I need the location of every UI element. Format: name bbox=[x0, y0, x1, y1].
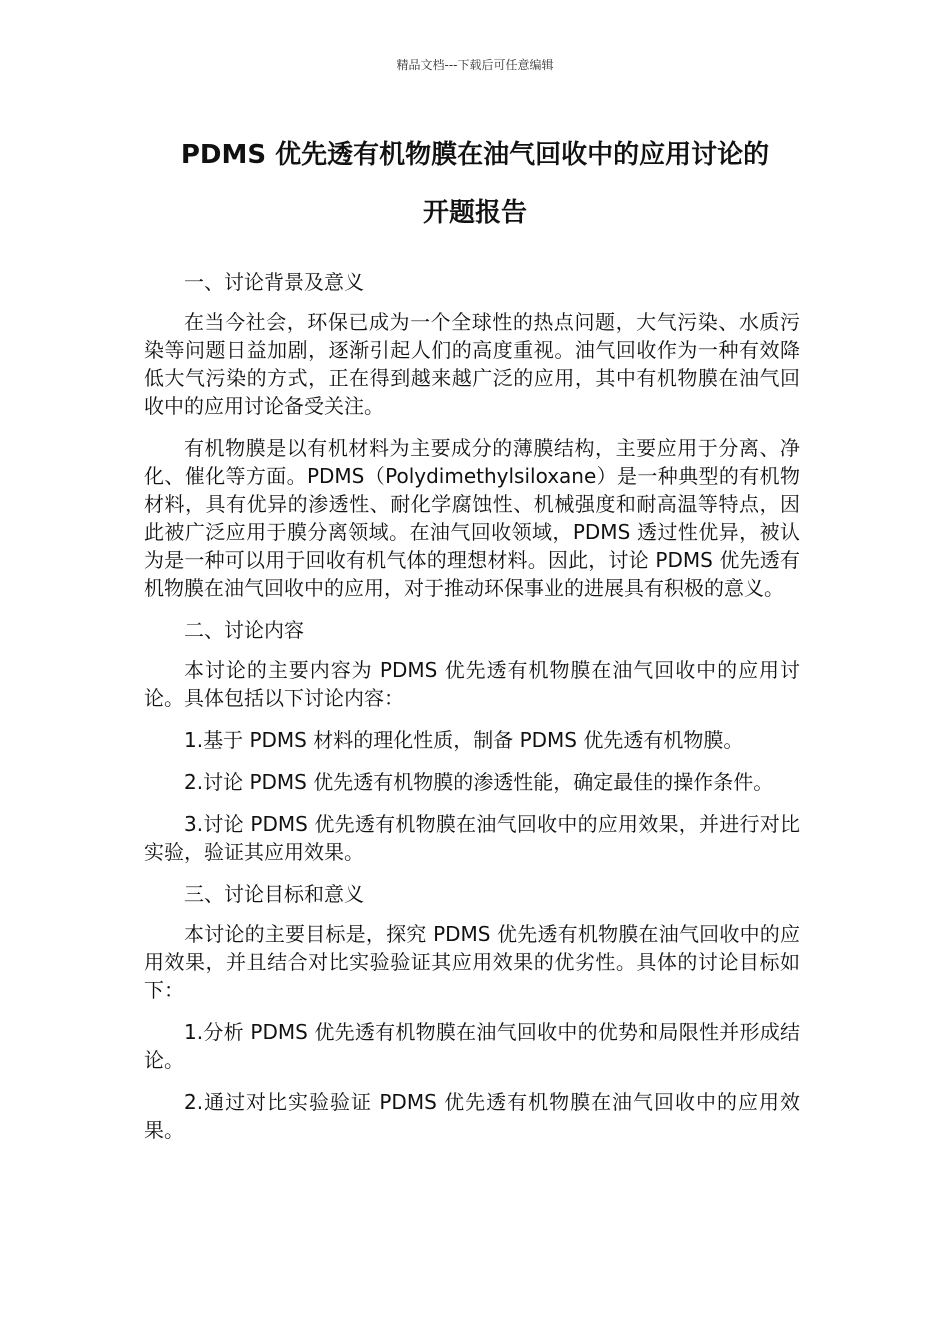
title-line-2: 开题报告 bbox=[422, 198, 527, 228]
section-2-list-item-3: 3.讨论 PDMS 优先透有机物膜在油气回收中的应用效果，并进行对比实验，验证其应用效果。 bbox=[144, 812, 800, 864]
document-body bbox=[144, 268, 800, 1158]
section-1-paragraph-1: 在当今社会，环保已成为一个全球性的热点问题，大气污染、水质污染等问题日益加剧，逐渐引起人们的高度重视。油气回收作为一种有效降低大气污染的方式，正在得到越来越广泛的应用，其中有机物膜在油气回收中的应用讨论备受关注。 bbox=[144, 310, 800, 418]
section-2-paragraph-1: 本讨论的主要内容为 PDMS 优先透有机物膜在油气回收中的应用讨论。具体包括以下讨论内容： bbox=[144, 658, 800, 710]
section-2-list-item-1: 1.基于 PDMS 材料的理化性质，制备 PDMS 优先透有机物膜。 bbox=[184, 728, 744, 752]
title-line-1: PDMS 优先透有机物膜在油气回收中的应用讨论的 bbox=[180, 140, 770, 170]
section-2-heading: 二、讨论内容 bbox=[184, 618, 304, 642]
section-3-heading: 三、讨论目标和意义 bbox=[184, 882, 364, 906]
section-1-paragraph-2: 有机物膜是以有机材料为主要成分的薄膜结构，主要应用于分离、净化、催化等方面。PDMS（Polydimethylsiloxane）是一种典型的有机物材料，具有优异的渗透性、耐化学腐蚀性、机械强度和耐高温等特点，因此被广泛应用于膜分离领域。在油气回收领域，PDMS 透过性优异，被认为是一种可以用于回收有机气体的理想材料。因此，讨论 PDMS 优先透有机物膜在油气回收中的应用，对于推动环保事业的进展具有积极的意义。 bbox=[144, 436, 800, 600]
section-1-heading: 一、讨论背景及意义 bbox=[184, 270, 364, 294]
document-title bbox=[120, 126, 830, 242]
section-3-list-item-1: 1.分析 PDMS 优先透有机物膜在油气回收中的优势和局限性并形成结论。 bbox=[144, 1020, 800, 1072]
section-3-paragraph-1: 本讨论的主要目标是，探究 PDMS 优先透有机物膜在油气回收中的应用效果，并且结合对比实验验证其应用效果的优劣性。具体的讨论目标如下： bbox=[144, 922, 800, 1002]
section-3-list-item-2: 2.通过对比实验验证 PDMS 优先透有机物膜在油气回收中的应用效果。 bbox=[144, 1090, 800, 1142]
header-note: 精品文档---下载后可任意编辑 bbox=[396, 58, 554, 72]
section-2-list-item-2: 2.讨论 PDMS 优先透有机物膜的渗透性能，确定最佳的操作条件。 bbox=[184, 770, 774, 794]
